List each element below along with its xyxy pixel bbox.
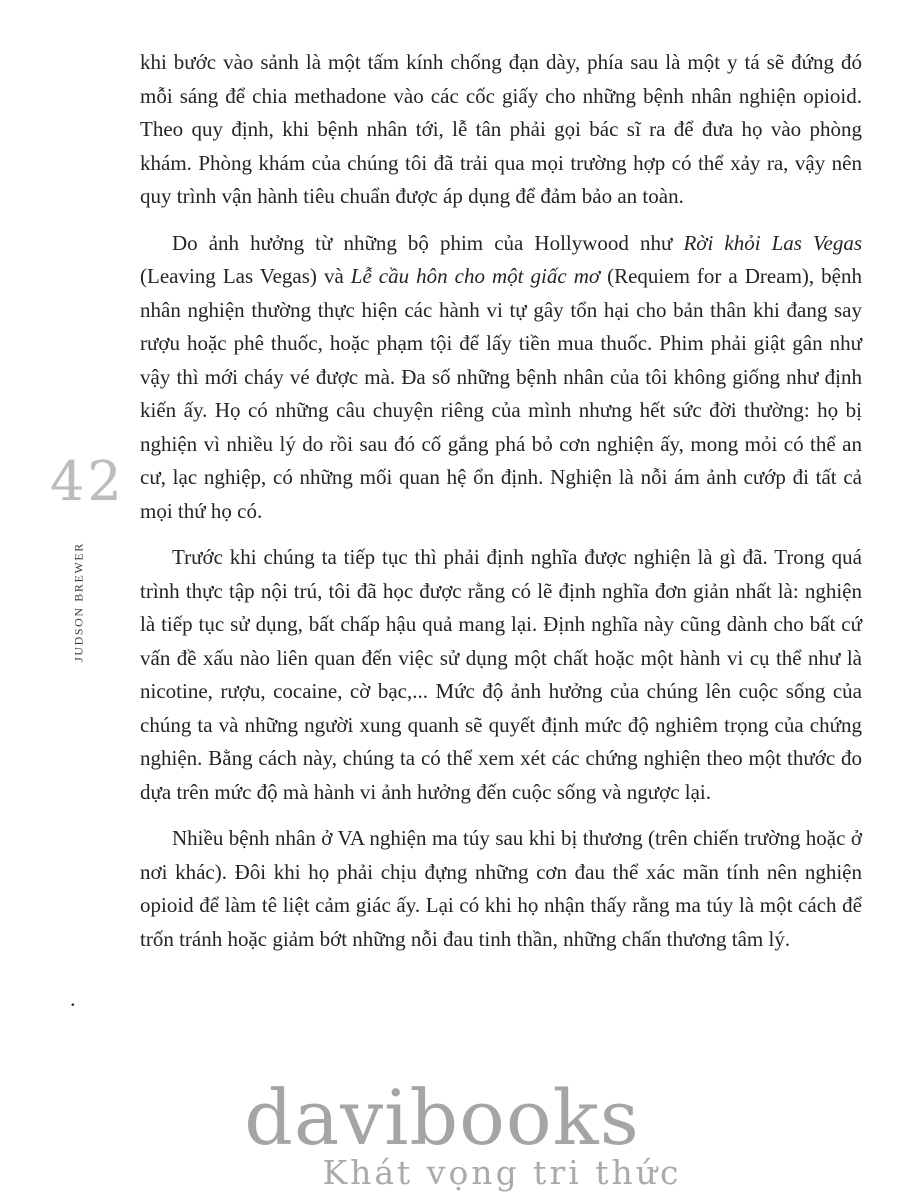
watermark-logo: davibooks bbox=[244, 1073, 640, 1162]
paragraph-3 bbox=[140, 541, 862, 809]
movie-title-italic: Lễ cầu hôn cho một giấc mơ bbox=[350, 264, 601, 288]
text-segment: Trước khi chúng ta tiếp tục thì phải định nghĩa được nghiện là gì đã. Trong quá trình thực tập nội trú, tôi đã học được rằng có lẽ định nghĩa đơn giản nhất là: nghiện là tiếp tục sử dụng, bất chấp hậu quả mang lại. Định nghĩa này cũng dành cho bất cứ vấn đề xấu nào liên quan đến việc sử dụng một chất hoặc một hành vi cụ thể như là nicotine, rượu, cocaine, cờ bạc,... Mức độ ảnh hưởng của chúng lên cuộc sống của chúng ta và những người xung quanh sẽ quyết định mức độ nghiêm trọng của chứng nghiện. Bằng cách này, chúng ta có thể xem xét các chứng nghiện theo một thước đo dựa trên mức độ mà hành vi ảnh hưởng đến cuộc sống và ngược lại. bbox=[140, 545, 862, 804]
body-text bbox=[140, 46, 862, 969]
paragraph-1 bbox=[140, 46, 862, 214]
text-segment: Nhiều bệnh nhân ở VA nghiện ma túy sau khi bị thương (trên chiến trường hoặc ở nơi khác). Đôi khi họ phải chịu đựng những cơn đau thể xác mãn tính nên nghiện opioid để làm tê liệt cảm giác ấy. Lại có khi họ nhận thấy rằng ma túy là một cách để trốn tránh hoặc giảm bớt những nỗi đau tinh thần, những chấn thương tâm lý. bbox=[140, 826, 862, 951]
page-number: 42 bbox=[50, 450, 125, 513]
text-segment: khi bước vào sảnh là một tấm kính chống đạn dày, phía sau là một y tá sẽ đứng đó mỗi sáng để chia methadone vào các cốc giấy cho những bệnh nhân nghiện opioid. Theo quy định, khi bệnh nhân tới, lễ tân phải gọi bác sĩ ra để đưa họ vào phòng khám. Phòng khám của chúng tôi đã trải qua mọi trường hợp có thể xảy ra, vậy nên quy trình vận hành tiêu chuẩn được áp dụng để đảm bảo an toàn. bbox=[140, 50, 862, 208]
text-segment: (Leaving Las Vegas) và bbox=[140, 264, 351, 288]
paragraph-2 bbox=[140, 227, 862, 529]
paragraph-4 bbox=[140, 822, 862, 956]
stray-mark: . bbox=[70, 986, 76, 1011]
author-name-vertical: JUDSON BREWER bbox=[71, 542, 86, 662]
movie-title-italic: Rời khỏi Las Vegas bbox=[683, 230, 863, 255]
watermark-tagline: Khát vọng tri thức bbox=[322, 1153, 682, 1192]
watermark bbox=[0, 1073, 900, 1192]
text-segment: Do ảnh hưởng từ những bộ phim của Hollywood như bbox=[172, 230, 684, 255]
text-segment: (Requiem for a Dream), bệnh nhân nghiện thường thực hiện các hành vi tự gây tổn hại cho bản thân khi đang say rượu hoặc phê thuốc, hoặc phạm tội để lấy tiền mua thuốc. Phim phải giật gân như vậy thì mới cháy vé được mà. Đa số những bệnh nhân của tôi không giống như định kiến ấy. Họ có những câu chuyện riêng của mình nhưng hết sức đời thường: họ bị nghiện vì nhiều lý do rồi sau đó cố gắng phá bỏ cơn nghiện ấy, mong mỏi có thể an cư, lạc nghiệp, có những mối quan hệ ổn định. Nghiện là nỗi ám ảnh cướp đi tất cả mọi thứ họ có. bbox=[140, 264, 862, 523]
